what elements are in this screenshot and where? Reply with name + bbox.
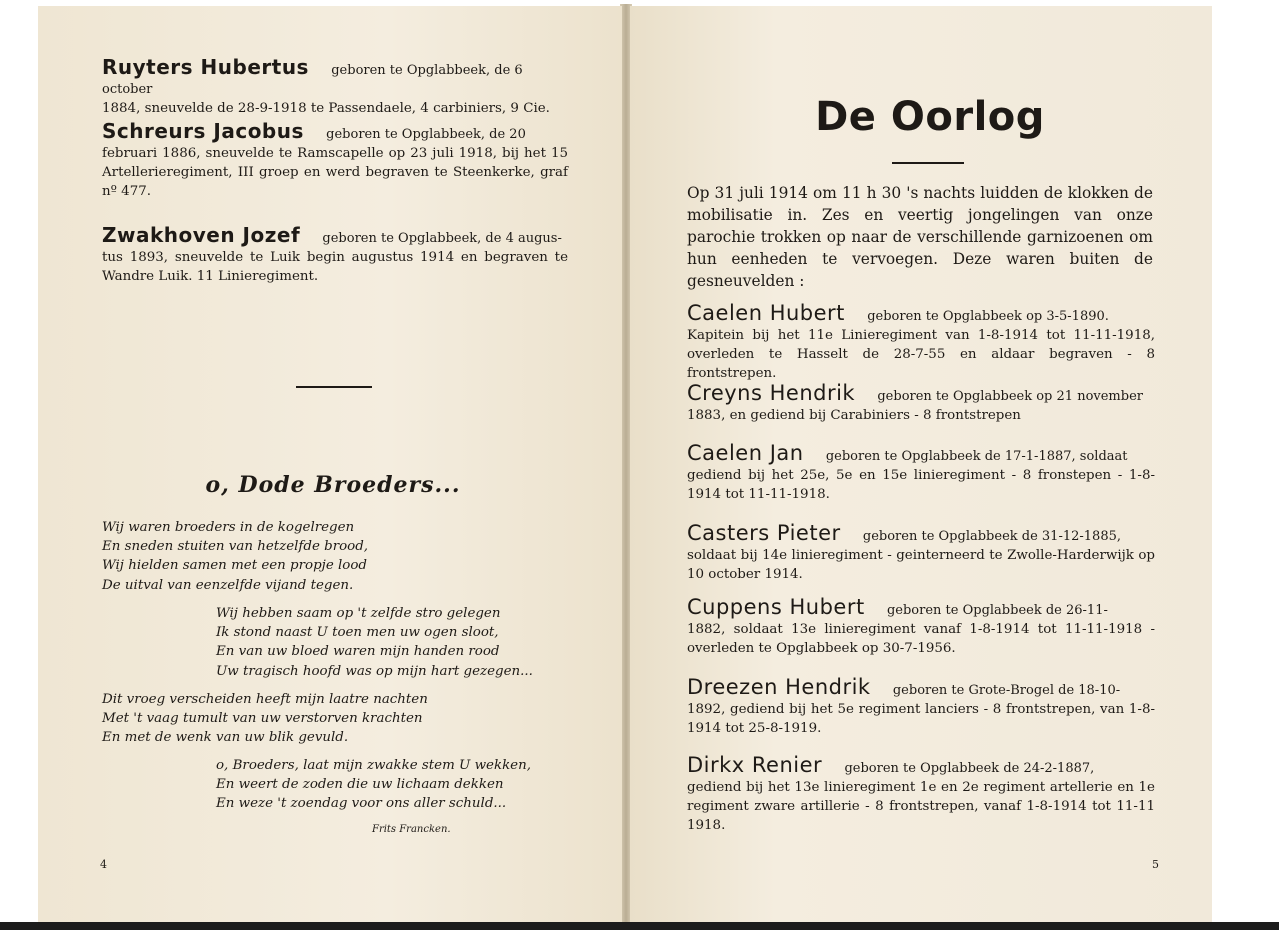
entry-name: Caelen Jan	[687, 441, 804, 465]
entry-name: Dirkx Renier	[687, 753, 823, 777]
poem-stanza-2	[216, 604, 533, 681]
entry-name: Caelen Hubert	[687, 301, 845, 325]
entry-desc: tus 1893, sneuvelde te Luik begin augustus 1914 en begraven te Wandre Luik. 11 Linieregiment.	[102, 250, 568, 284]
entry-name: Cuppens Hubert	[687, 595, 865, 619]
poem-line: Wij waren broeders in de kogelregen	[102, 520, 355, 535]
entry-born: geboren te Grote-Brogel de 18-10-	[892, 683, 1121, 698]
poem-line: Dit vroeg verscheiden heeft mijn laatre nachten	[102, 692, 428, 707]
entry-desc: februari 1886, sneuvelde te Ramscapelle op 23 juli 1918, bij het 15 Artellerieregiment, III groep en werd begraven te Steenkerke, graf nº 477.	[102, 146, 568, 199]
intro-paragraph: Op 31 juli 1914 om 11 h 30 's nachts luidden de klokken de mobilisatie in. Zes en veertig jongelingen van onze parochie trokken op naar de verschillende garnizoenen om hun eenheden te vervoegen. Deze waren buiten de gesneuvelden :	[687, 184, 1153, 290]
entry-born: geboren te Opglabbeek de 17-1-1887, soldaat	[825, 449, 1128, 464]
entry-born: geboren te Opglabbeek op 21 november	[877, 389, 1143, 404]
poem-line: En met de wenk van uw blik gevuld.	[102, 730, 349, 746]
poem-line: En weert de zoden die uw lichaam dekken	[216, 777, 504, 793]
entry-desc: gediend bij het 25e, 5e en 15e linieregiment - 8 fronstepen - 1-8-1914 tot 11-11-1918.	[687, 468, 1155, 502]
entry-dreezen-hendrik	[687, 675, 1155, 738]
entry-desc: soldaat bij 14e linieregiment - geinterneerd te Zwolle-Harderwijk op 10 october 1914.	[687, 548, 1155, 582]
right-page	[630, 6, 1212, 922]
entry-cuppens-hubert	[687, 595, 1155, 658]
poem-stanza-4	[216, 756, 531, 814]
entry-name: Zwakhoven Jozef	[102, 223, 301, 247]
entry-casters-pieter	[687, 521, 1155, 584]
entry-name: Schreurs Jacobus	[102, 119, 304, 143]
poem-title: o, Dode Broeders...	[205, 472, 461, 498]
poem-line: En van uw bloed waren mijn handen rood	[216, 644, 500, 660]
entry-name: Creyns Hendrik	[687, 381, 856, 405]
poem-stanza-3	[102, 690, 428, 748]
entry-born: geboren te Opglabbeek, de 20	[326, 127, 526, 142]
entry-desc: gediend bij het 13e linieregiment 1e en 2e regiment artellerie en 1e regiment zware artillerie - 8 frontstrepen, vanaf 1-8-1914 tot 11-11 1918.	[687, 780, 1155, 833]
entry-schreurs	[102, 119, 568, 201]
poem-line: Ik stond naast U toen men uw ogen sloot,	[216, 625, 499, 641]
entry-born: geboren te Opglabbeek de 24-2-1887,	[844, 761, 1095, 776]
poem-line: Met 't vaag tumult van uw verstorven krachten	[102, 711, 423, 727]
poem-line: De uitval van eenzelfde vijand tegen.	[102, 577, 354, 593]
entry-born: geboren te Opglabbeek de 26-11-	[886, 603, 1108, 618]
entry-caelen-hubert	[687, 301, 1155, 383]
divider-rule	[296, 386, 372, 388]
entry-born: geboren te Opglabbeek, de 6 october	[102, 63, 523, 97]
poem-author: Frits Francken.	[372, 824, 451, 835]
poem-line: En weze 't zoendag voor ons aller schuld...	[216, 796, 507, 812]
page-number: 5	[1152, 858, 1159, 871]
entry-born: geboren te Opglabbeek de 31-12-1885,	[862, 529, 1121, 544]
scan-edge	[0, 922, 1279, 930]
poem-line: Wij hielden samen met een propje lood	[102, 558, 367, 574]
entry-name: Ruyters Hubertus	[102, 55, 309, 79]
entry-desc: Kapitein bij het 11e Linieregiment van 1-8-1914 tot 11-11-1918, overleden te Hasselt de 28-7-55 en aldaar begraven - 8 frontstrepen.	[687, 328, 1155, 381]
poem-line: o, Broeders, laat mijn zwakke stem U wekken,	[216, 758, 531, 773]
entry-name: Dreezen Hendrik	[687, 675, 871, 699]
entry-name: Casters Pieter	[687, 521, 841, 545]
entry-dirkx-renier	[687, 753, 1155, 835]
entry-desc: 1884, sneuvelde de 28-9-1918 te Passendaele, 4 carbiniers, 9 Cie.	[102, 101, 550, 116]
poem-line: En sneden stuiten van hetzelfde brood,	[102, 539, 369, 555]
poem-line: Wij hebben saam op 't zelfde stro gelegen	[216, 606, 501, 621]
left-page	[38, 6, 622, 922]
entry-creyns-hendrik	[687, 381, 1155, 425]
entry-ruyters	[102, 55, 568, 118]
entry-zwakhoven	[102, 223, 568, 286]
entry-born: geboren te Opglabbeek, de 4 augus-	[322, 231, 562, 246]
entry-caelen-jan	[687, 441, 1155, 504]
page-title: De Oorlog	[815, 94, 1045, 140]
entry-born: geboren te Opglabbeek op 3-5-1890.	[867, 309, 1109, 324]
entry-desc: 1892, gediend bij het 5e regiment lanciers - 8 frontstrepen, van 1-8-1914 tot 25-8-1919.	[687, 702, 1155, 736]
entry-desc: 1882, soldaat 13e linieregiment vanaf 1-8-1914 tot 11-11-1918 - overleden te Opglabbeek op 30-7-1956.	[687, 622, 1155, 656]
entry-desc: 1883, en gediend bij Carabiniers - 8 frontstrepen	[687, 408, 1021, 423]
poem-stanza-1	[102, 518, 368, 595]
page-number: 4	[100, 858, 107, 871]
title-rule	[892, 162, 964, 164]
poem-line: Uw tragisch hoofd was op mijn hart gezegen...	[216, 663, 533, 679]
